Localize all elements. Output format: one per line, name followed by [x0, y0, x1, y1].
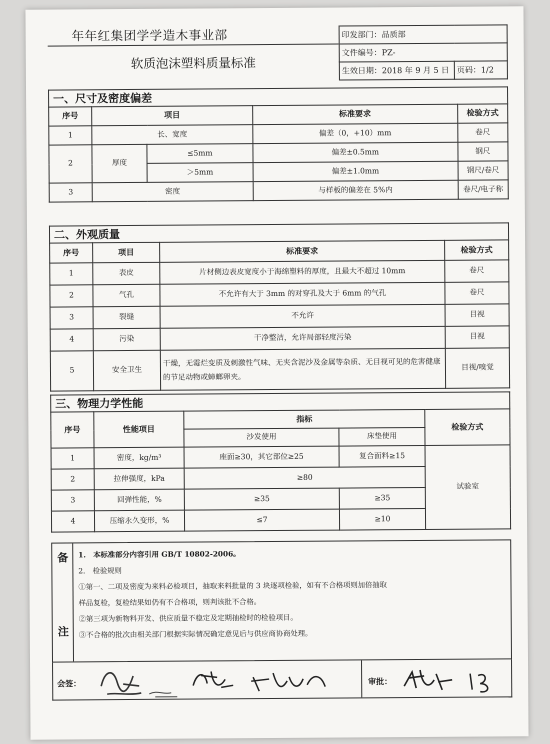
- cell: 1: [49, 126, 92, 145]
- cell: 试验室: [425, 445, 511, 530]
- cell: 3: [49, 183, 92, 202]
- cell: 钢尺: [458, 142, 508, 161]
- note-line: ③不合格的批次由相关部门根据实际情况确定意见后与供应商协商处理。: [78, 628, 313, 640]
- col-item: 性能项目: [94, 411, 184, 448]
- effective-date: 生效日期：2018 年 9 月 5 日: [339, 61, 454, 80]
- cell: 压缩永久变形，%: [94, 510, 184, 532]
- table-row: [50, 260, 509, 285]
- col-method: 检验方式: [445, 240, 509, 260]
- col-no: 序号: [51, 412, 94, 448]
- signoff-row: [52, 659, 512, 700]
- col-spec: 指标: [184, 409, 425, 429]
- cell: 干燥，无霉烂变质及刺激性气味、无夹含泥沙及金属等杂质、无目视可见的危害健康的节足动物或蟑螂卵夹。: [160, 348, 445, 390]
- cell: 1: [50, 263, 93, 285]
- cell: ≤5mm: [147, 144, 253, 164]
- cell: 卷尺/电子称: [458, 180, 508, 199]
- notes-label: [52, 543, 74, 661]
- col-no: 序号: [50, 243, 93, 263]
- section2-table: [49, 239, 510, 391]
- cell: 干净整洁，允许局部轻度污染: [160, 326, 445, 350]
- cell: 密度，kg/m³: [94, 447, 184, 469]
- cell: 回弹性能，%: [94, 489, 184, 511]
- cell: 污染: [93, 328, 160, 350]
- cell: 偏差（0，+10）mm: [253, 123, 458, 143]
- cell: 3: [51, 490, 94, 511]
- table-row: [50, 348, 509, 391]
- cell: 卷尺: [458, 123, 508, 142]
- cell: 3: [50, 307, 93, 329]
- cell: 目视: [445, 304, 509, 326]
- signoff-divider: [361, 660, 362, 697]
- col-req: 标准要求: [252, 104, 457, 124]
- cell: 复合面料≥15: [339, 445, 425, 467]
- notes-label-bottom: 注: [57, 625, 69, 639]
- cell: ≤7: [184, 509, 339, 531]
- cell: ≥35: [339, 487, 425, 509]
- section1-table: [48, 103, 509, 202]
- notes-label-top: 备: [57, 551, 69, 565]
- cell: 4: [50, 329, 93, 351]
- table-row: [50, 326, 509, 351]
- cell: 卷尺: [445, 282, 509, 304]
- col-item: 项目: [92, 106, 253, 126]
- col-req: 标准要求: [160, 240, 445, 262]
- cell: ≥35: [184, 488, 339, 510]
- col-method: 检验方式: [457, 104, 507, 123]
- cell: 偏差±0.5mm: [253, 142, 458, 162]
- cell: 不允许有大于 3mm 的对穿孔及大于 6mm 的气孔: [160, 282, 445, 306]
- cell: 2: [51, 469, 94, 490]
- subcol-mattress: 床垫使用: [339, 427, 425, 446]
- cell: 2: [49, 145, 92, 183]
- cell: 裂缝: [93, 306, 160, 328]
- cell: ＞5mm: [147, 163, 253, 183]
- document-sheet: [25, 6, 528, 739]
- cell: ≥10: [339, 508, 425, 530]
- section3-title: 三、物理力学性能: [50, 391, 510, 411]
- cell: 密度: [92, 182, 253, 202]
- issuing-department: 印发部门：品质部: [339, 25, 507, 44]
- section2-title: 二、外观质量: [49, 222, 509, 242]
- note-line: ②第三项为新物料开发、供应质量不稳定及定期抽检时的检验项目。: [78, 612, 298, 624]
- notes-block: [51, 539, 512, 662]
- section3-table: [50, 408, 511, 532]
- cell: 安全卫生: [93, 350, 160, 390]
- table-row: [49, 180, 508, 202]
- approval-signature: [398, 661, 508, 698]
- document-header: [48, 24, 508, 82]
- section1-title: 一、尺寸及密度偏差: [48, 86, 508, 106]
- table-row: [50, 304, 509, 329]
- cell: 2: [50, 285, 93, 307]
- note-line: 1. 本标准部分内容引用 GB/T 10802-2006。: [78, 549, 241, 560]
- table-row: [51, 445, 510, 469]
- approve-label: 审批：: [368, 676, 393, 687]
- page-number: 页码：1/2: [454, 61, 507, 79]
- countersign-label: 会签：: [57, 678, 82, 689]
- cell: 拉伸强度，kPa: [94, 468, 184, 490]
- document-number: 文件编号：PZ-: [339, 43, 507, 62]
- cell: 卷尺: [445, 260, 509, 282]
- cell: 5: [50, 351, 93, 391]
- cell: 与样板的偏差在 5%内: [253, 180, 458, 200]
- cell: 钢尺/卷尺: [458, 161, 508, 180]
- cell: 4: [51, 511, 94, 532]
- subcol-sofa: 沙发使用: [184, 428, 339, 447]
- note-line: 2. 检验规则: [78, 566, 122, 576]
- cell: ≥80: [184, 466, 425, 489]
- cell: 目视: [445, 326, 509, 348]
- note-line: ①第一、二项及密度为来料必检项目，抽取来料批量的 3 块逐项检验，如有不合格项则加倍抽取: [78, 580, 387, 592]
- cell: 片材侧边表皮宽度小于海绵塑料的厚度，且最大不超过 10mm: [160, 260, 445, 284]
- table-row: [50, 282, 509, 307]
- col-item: 项目: [93, 242, 160, 262]
- note-line: 样品复检，复检结果如仍有不合格项，则判该批不合格。: [78, 597, 262, 608]
- organization-name: 年年红集团学学造木事业部: [48, 26, 340, 46]
- cell: 目视/嗅觉: [445, 348, 509, 388]
- col-method: 检验方式: [425, 409, 510, 446]
- cell: 1: [51, 448, 94, 469]
- col-no: 序号: [49, 107, 92, 126]
- cell: 厚度: [92, 144, 147, 182]
- notes-body: [78, 544, 505, 643]
- cell: 长、宽度: [92, 125, 253, 145]
- countersign-signatures: [93, 662, 353, 700]
- cell: 偏差±1.0mm: [253, 161, 458, 181]
- document-title: 软质泡沫塑料质量标准: [48, 44, 340, 82]
- cell: 表皮: [93, 262, 160, 284]
- cell: 气孔: [93, 284, 160, 306]
- cell: 不允许: [160, 304, 445, 328]
- cell: 座面≥30，其它部位≥25: [184, 446, 339, 468]
